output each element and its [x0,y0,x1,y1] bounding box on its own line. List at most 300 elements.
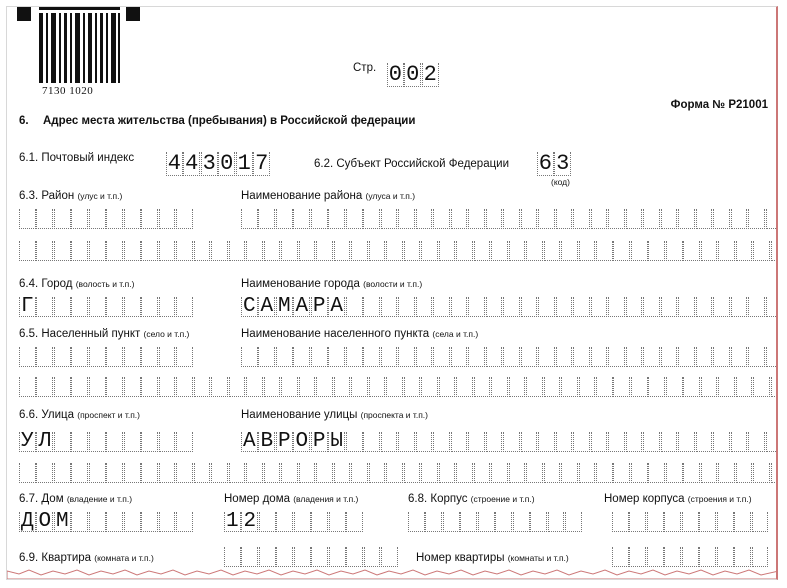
district-name-cell[interactable] [229,241,246,261]
district-name-cell[interactable] [591,209,608,229]
korpus-num-cell[interactable] [734,512,751,532]
korpus-num-cell[interactable] [664,512,681,532]
settlement-name-cell[interactable] [701,377,718,397]
district-name-cell[interactable] [503,209,520,229]
apartment-num-cell[interactable] [734,547,751,567]
district-name-cell[interactable] [666,241,683,261]
street-name-cell[interactable] [106,463,123,483]
apartment-num-cell[interactable] [717,547,734,567]
house-num-cell[interactable] [311,512,328,532]
settlement-name-cell[interactable] [509,377,526,397]
district-name-cell[interactable] [613,241,630,261]
street-name-cell[interactable] [573,432,590,452]
settlement-name-cell[interactable] [71,377,88,397]
house-num-cell[interactable] [276,512,293,532]
district-name-cell[interactable] [176,241,193,261]
street-name-cell[interactable] [404,463,421,483]
street-name-cell[interactable] [439,463,456,483]
house-num-cells[interactable] [224,512,364,532]
settlement-name-cell[interactable] [433,347,450,367]
settlement-name-cells[interactable] [241,347,778,367]
settlement-name-cell[interactable] [241,347,258,367]
settlement-name-cell[interactable] [608,347,625,367]
settlement-name-cell[interactable] [538,347,555,367]
street-name-cell[interactable] [363,432,380,452]
settlement-name-cell[interactable] [299,377,316,397]
settlement-name-cell[interactable] [281,377,298,397]
city-name-cell[interactable] [748,297,765,317]
settlement-name-cell[interactable] [683,377,700,397]
apartment-type-cell[interactable] [364,547,381,567]
district-name-cell[interactable] [398,209,415,229]
settlement-name-cell[interactable] [124,377,141,397]
apartment-type-cell[interactable] [294,547,311,567]
district-name-cell[interactable] [19,241,36,261]
street-name-cell[interactable] [141,463,158,483]
postal-digit[interactable]: 4 [167,151,181,176]
district-name-cell[interactable] [311,209,328,229]
city-name-cell[interactable] [416,297,433,317]
apartment-num-cell[interactable] [682,547,699,567]
street-name-cell[interactable] [299,463,316,483]
settlement-name-cell[interactable] [19,377,36,397]
settlement-name-cell[interactable] [346,347,363,367]
street-name-cell[interactable]: В [260,430,274,453]
street-name-cell[interactable] [421,463,438,483]
settlement-name-cell[interactable] [351,377,368,397]
district-type-cell[interactable] [159,209,176,229]
settlement-name-cell[interactable] [579,377,596,397]
district-name-cell[interactable] [106,241,123,261]
street-name-cell[interactable] [451,432,468,452]
street-name-cell[interactable] [211,463,228,483]
settlement-name-cell[interactable] [264,377,281,397]
apartment-type-cell[interactable] [329,547,346,567]
street-name-cell[interactable] [19,463,36,483]
korpus-type-cell[interactable] [460,512,477,532]
city-name-cell[interactable] [486,297,503,317]
settlement-name-cell[interactable] [468,347,485,367]
settlement-name-cell[interactable] [258,347,275,367]
settlement-name-cell[interactable] [328,347,345,367]
settlement-name-cell[interactable] [591,347,608,367]
district-name-cell[interactable] [626,209,643,229]
district-name-cell[interactable] [696,209,713,229]
street-name-cell[interactable] [386,463,403,483]
city-name-cell[interactable] [556,297,573,317]
settlement-name-cell[interactable] [404,377,421,397]
city-name-cell[interactable] [661,297,678,317]
district-name-cell[interactable] [328,209,345,229]
apartment-type-cell[interactable] [346,547,363,567]
settlement-name-cell[interactable] [293,347,310,367]
district-name-cell[interactable] [439,241,456,261]
city-name-cell[interactable] [451,297,468,317]
district-type-cells[interactable] [19,209,194,229]
street-name-cell[interactable] [124,463,141,483]
settlement-name-cell[interactable] [631,377,648,397]
district-name-cell[interactable] [561,241,578,261]
city-name-cell[interactable] [573,297,590,317]
district-name-cell[interactable] [573,209,590,229]
settlement-name-cell[interactable] [276,347,293,367]
house-num-cell[interactable] [259,512,276,532]
settlement-name-cell[interactable] [36,377,53,397]
street-type-cell[interactable] [159,432,176,452]
street-type-cell[interactable] [89,432,106,452]
district-name-cell[interactable] [456,241,473,261]
district-name-cell[interactable] [421,241,438,261]
subject-digit[interactable]: 3 [556,151,570,176]
district-type-cell[interactable] [36,209,53,229]
street-type-cell[interactable] [71,432,88,452]
street-name-cell[interactable] [631,463,648,483]
district-type-cell[interactable] [106,209,123,229]
street-name-cell[interactable] [713,432,730,452]
house-type-cells[interactable] [19,512,194,532]
house-type-cell[interactable]: Д [20,510,34,533]
district-name-cell[interactable] [369,241,386,261]
settlement-name-cell[interactable] [211,377,228,397]
city-name-cell[interactable] [643,297,660,317]
city-name-cell[interactable]: Р [312,295,326,318]
settlement-name-cell[interactable] [596,377,613,397]
district-name-cell[interactable] [194,241,211,261]
settlement-name-cell[interactable] [176,377,193,397]
district-name-cell[interactable] [683,241,700,261]
street-name-cell[interactable] [176,463,193,483]
district-name-cell[interactable] [579,241,596,261]
settlement-name-cell[interactable] [474,377,491,397]
apartment-num-cells[interactable] [612,547,769,567]
district-type-cell[interactable] [71,209,88,229]
settlement-name-cell[interactable] [451,347,468,367]
settlement-name-cell[interactable] [648,377,665,397]
house-type-cell[interactable] [89,512,106,532]
korpus-num-cell[interactable] [612,512,629,532]
settlement-name-cell[interactable] [491,377,508,397]
city-type-cell[interactable] [54,297,71,317]
postal-digit[interactable]: 1 [237,151,251,176]
postal-digit[interactable]: 7 [255,151,269,176]
street-name-cell[interactable] [486,432,503,452]
district-type-cell[interactable] [19,209,36,229]
apartment-type-cell[interactable] [381,547,398,567]
street-name-cell[interactable] [246,463,263,483]
street-type-cell[interactable] [106,432,123,452]
settlement-name-cell[interactable] [573,347,590,367]
settlement-name-cell[interactable] [398,347,415,367]
apartment-type-cell[interactable] [259,547,276,567]
city-type-cells[interactable] [19,297,194,317]
settlement-name-cell[interactable] [316,377,333,397]
settlement-type-cell[interactable] [71,347,88,367]
house-type-cell[interactable] [176,512,193,532]
district-name-cell[interactable] [293,209,310,229]
apartment-type-cell[interactable] [224,547,241,567]
district-name-cell[interactable] [211,241,228,261]
settlement-name-cell[interactable] [643,347,660,367]
street-name-cell[interactable] [613,463,630,483]
city-name-cell[interactable] [713,297,730,317]
korpus-type-cell[interactable] [513,512,530,532]
street-name-cell[interactable] [648,463,665,483]
district-name-cell[interactable] [451,209,468,229]
district-name-cell[interactable] [713,209,730,229]
district-name-cell[interactable] [556,209,573,229]
settlement-name-cell[interactable] [311,347,328,367]
settlement-name-cell[interactable] [381,347,398,367]
district-name-cell[interactable] [258,209,275,229]
settlement-name-cell[interactable] [731,347,748,367]
street-name-cell[interactable] [608,432,625,452]
street-type-cell[interactable]: Л [38,430,52,453]
korpus-num-cell[interactable] [682,512,699,532]
settlement-type-cell[interactable] [106,347,123,367]
street-name-cell[interactable] [264,463,281,483]
street-name-cell[interactable]: Р [312,430,326,453]
street-name-cell[interactable] [89,463,106,483]
street-name-cell[interactable] [71,463,88,483]
settlement-name-cell[interactable] [718,377,735,397]
city-type-cell[interactable] [159,297,176,317]
district-type-cell[interactable] [89,209,106,229]
settlement-name-cell[interactable] [753,377,770,397]
settlement-name-cell[interactable] [561,377,578,397]
district-name-cell[interactable] [538,209,555,229]
street-name-cells[interactable] [241,432,778,452]
street-name-cell[interactable] [591,432,608,452]
city-name-cell[interactable] [381,297,398,317]
settlement-name-cell[interactable] [696,347,713,367]
street-name-cell[interactable] [521,432,538,452]
city-name-cell[interactable] [678,297,695,317]
city-name-cell[interactable] [731,297,748,317]
district-type-cell[interactable] [141,209,158,229]
street-name-cell[interactable] [526,463,543,483]
subject-cells[interactable] [537,152,572,176]
street-name-cell[interactable] [316,463,333,483]
city-name-cell[interactable]: С [242,295,256,318]
settlement-name-cell[interactable] [141,377,158,397]
district-name-cell[interactable] [246,241,263,261]
district-name-cell[interactable] [281,241,298,261]
district-name-cell[interactable] [334,241,351,261]
settlement-name-cell[interactable] [246,377,263,397]
district-name-cell[interactable] [316,241,333,261]
settlement-name-cell[interactable] [526,377,543,397]
street-name-cell[interactable] [736,463,753,483]
city-type-cell[interactable] [124,297,141,317]
district-name-cell[interactable] [491,241,508,261]
street-name-cell[interactable] [346,432,363,452]
street-type-cell[interactable] [176,432,193,452]
settlement-name-cell[interactable] [771,377,778,397]
street-type-cell[interactable]: У [20,430,34,453]
city-name-cell[interactable]: А [260,295,274,318]
korpus-num-cells[interactable] [612,512,769,532]
settlement-name-cell[interactable] [678,347,695,367]
settlement-name-cell[interactable] [766,347,778,367]
street-name-cell[interactable] [433,432,450,452]
street-name-cell[interactable] [556,432,573,452]
street-name-cell[interactable] [36,463,53,483]
korpus-num-cell[interactable] [647,512,664,532]
korpus-type-cell[interactable] [548,512,565,532]
city-name-cells[interactable] [241,297,778,317]
district-name-cell[interactable] [544,241,561,261]
district-name-cell[interactable] [433,209,450,229]
district-type-cell[interactable] [54,209,71,229]
street-name-cell[interactable] [398,432,415,452]
street-name-cell[interactable] [753,463,770,483]
city-type-cell[interactable] [106,297,123,317]
street-name-cell[interactable]: А [242,430,256,453]
settlement-type-cells[interactable] [19,347,194,367]
street-name-cell[interactable] [538,432,555,452]
city-name-cell[interactable] [766,297,778,317]
district-name-cell[interactable] [631,241,648,261]
postal-digit[interactable]: 4 [185,151,199,176]
district-name-cell[interactable] [351,241,368,261]
korpus-num-cell[interactable] [699,512,716,532]
district-name-cell[interactable] [474,241,491,261]
settlement-name-cell[interactable] [736,377,753,397]
postal-digit[interactable]: 3 [202,151,216,176]
city-name-cell[interactable] [346,297,363,317]
district-name-cell[interactable] [661,209,678,229]
house-type-cell[interactable]: М [55,510,69,533]
settlement-name-cell[interactable] [661,347,678,367]
settlement-name-cell[interactable] [386,377,403,397]
korpus-type-cells[interactable] [408,512,583,532]
apartment-type-cells[interactable] [224,547,399,567]
apartment-num-cell[interactable] [612,547,629,567]
house-num-cell[interactable] [346,512,363,532]
district-name-cell[interactable] [608,209,625,229]
settlement-type-cell[interactable] [19,347,36,367]
district-name-cell[interactable] [71,241,88,261]
apartment-num-cell[interactable] [664,547,681,567]
korpus-num-cell[interactable] [629,512,646,532]
street-name-cell[interactable] [381,432,398,452]
subject-digit[interactable]: 6 [538,151,552,176]
korpus-type-cell[interactable] [443,512,460,532]
city-type-cell[interactable] [89,297,106,317]
city-name-cell[interactable] [608,297,625,317]
district-name-cell[interactable] [736,241,753,261]
street-type-cells[interactable] [19,432,194,452]
street-name-cell[interactable] [159,463,176,483]
city-type-cell[interactable] [176,297,193,317]
settlement-name-cell[interactable] [194,377,211,397]
district-name-cell[interactable] [386,241,403,261]
street-name-cell[interactable] [351,463,368,483]
settlement-type-cell[interactable] [124,347,141,367]
city-name-cell[interactable] [591,297,608,317]
street-name-cell[interactable] [696,432,713,452]
city-name-cell[interactable]: М [277,295,291,318]
house-type-cell[interactable] [159,512,176,532]
street-name-cell[interactable]: О [295,430,309,453]
district-name-cell[interactable] [526,241,543,261]
district-name-cell[interactable] [241,209,258,229]
street-name-cell[interactable] [666,463,683,483]
street-name-cell[interactable] [503,432,520,452]
settlement-name-cell[interactable] [613,377,630,397]
settlement-type-cell[interactable] [176,347,193,367]
house-num-cell[interactable] [294,512,311,532]
street-name-cell[interactable] [474,463,491,483]
district-name-cell[interactable] [276,209,293,229]
settlement-name-cell[interactable] [159,377,176,397]
settlement-name-cell[interactable] [503,347,520,367]
korpus-type-cell[interactable] [408,512,425,532]
settlement-name-cell[interactable] [363,347,380,367]
district-name-cell[interactable] [718,241,735,261]
street-name-cell[interactable] [281,463,298,483]
city-name-cell[interactable] [433,297,450,317]
street-name-cell[interactable] [596,463,613,483]
district-name-cell[interactable] [648,241,665,261]
settlement-name-cell[interactable] [626,347,643,367]
street-name-cell[interactable]: Ы [330,430,344,453]
street-name-cell[interactable] [416,432,433,452]
district-name-cell[interactable] [299,241,316,261]
settlement-name-cell[interactable] [421,377,438,397]
street-name-cell[interactable] [701,463,718,483]
district-name-cells-row2[interactable] [19,241,778,261]
street-name-cell[interactable] [369,463,386,483]
apartment-type-cell[interactable] [276,547,293,567]
city-name-cell[interactable] [468,297,485,317]
street-type-cell[interactable] [141,432,158,452]
district-name-cell[interactable] [89,241,106,261]
street-name-cell[interactable] [626,432,643,452]
korpus-type-cell[interactable] [565,512,582,532]
district-name-cell[interactable] [264,241,281,261]
district-name-cell[interactable] [36,241,53,261]
apartment-num-cell[interactable] [647,547,664,567]
city-name-cell[interactable]: А [295,295,309,318]
korpus-type-cell[interactable] [425,512,442,532]
settlement-type-cell[interactable] [159,347,176,367]
street-name-cell[interactable] [678,432,695,452]
house-type-cell[interactable] [141,512,158,532]
city-name-cell[interactable] [696,297,713,317]
district-type-cell[interactable] [176,209,193,229]
street-type-cell[interactable] [124,432,141,452]
district-name-cell[interactable] [346,209,363,229]
street-name-cell[interactable] [771,463,778,483]
settlement-type-cell[interactable] [54,347,71,367]
apartment-num-cell[interactable] [699,547,716,567]
city-name-cell[interactable] [626,297,643,317]
city-name-cell[interactable]: А [330,295,344,318]
street-name-cell[interactable] [579,463,596,483]
district-name-cell[interactable] [701,241,718,261]
district-name-cell[interactable] [363,209,380,229]
settlement-name-cell[interactable] [521,347,538,367]
street-name-cell[interactable] [334,463,351,483]
street-name-cell[interactable] [509,463,526,483]
house-num-cell[interactable]: 2 [243,510,257,533]
settlement-name-cell[interactable] [544,377,561,397]
street-name-cell[interactable] [491,463,508,483]
settlement-name-cell[interactable] [456,377,473,397]
house-num-cell[interactable]: 1 [225,510,239,533]
city-name-cell[interactable] [538,297,555,317]
